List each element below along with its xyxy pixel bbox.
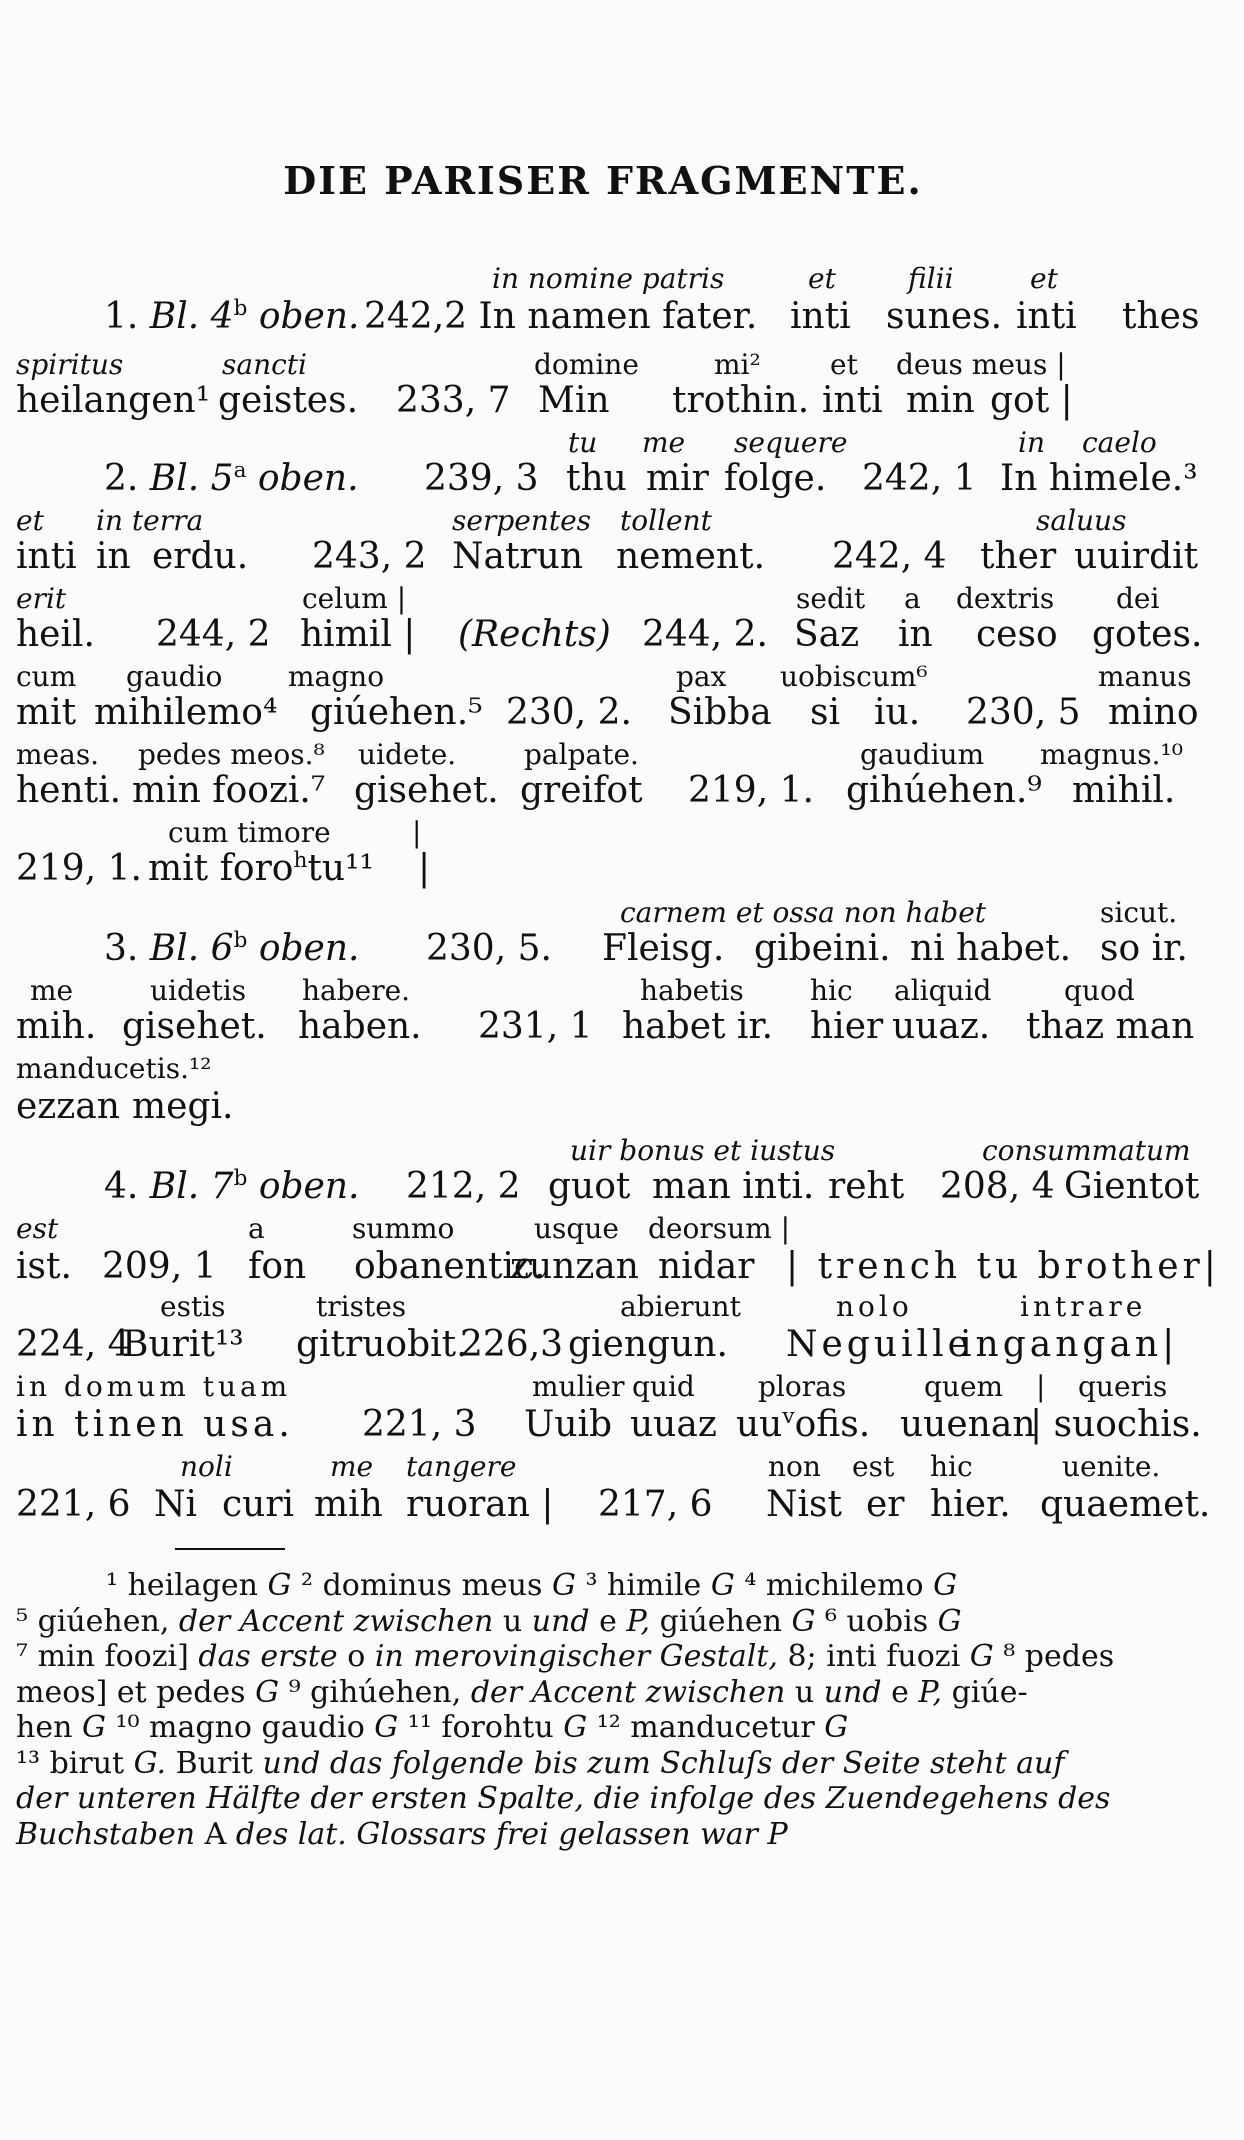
gloss: palpate. [524,738,639,771]
gloss: mulier [532,1370,625,1403]
gloss: me [30,974,74,1007]
gloss: et [1030,262,1058,295]
word: megi. [132,1086,234,1127]
word: er [866,1484,905,1525]
gloss: deus meus | [896,348,1066,381]
leaf-pos: oben. [247,296,360,337]
gloss: sancti [222,348,307,381]
word: inti [822,380,883,421]
leaf-ref: Bl. 5 [149,458,234,499]
gloss: in nomine patris [492,262,725,295]
gloss: aliquid [894,974,992,1007]
word: mihil. [1072,770,1176,811]
gloss: carnem et ossa non habet [620,896,987,929]
gloss: saluus [1036,504,1127,537]
gloss: non [768,1450,821,1483]
footnote-divider [175,1548,285,1550]
gloss: me [330,1450,374,1483]
ref: 243, 2 [312,536,427,577]
gloss: sedit [796,582,866,615]
gloss: manducetis.¹² [16,1052,212,1085]
footnote-line-4: meos] et pedes G ⁹ gihúehen, der Accent zwischen u und e P, giúe- [16,1674,1028,1710]
gloss: habetis [640,974,744,1007]
word: ruoran | [406,1484,554,1525]
word: Natrun [452,536,584,577]
ref: 231, 1 [478,1006,593,1047]
ref: 217, 6 [598,1484,713,1525]
ref: 230, 5 [966,692,1081,733]
word: gitruobit. [296,1324,468,1365]
word: quaemet. [1040,1484,1211,1525]
word: mit foro$^h$tu¹¹ [148,848,374,889]
word: mih [314,1484,383,1525]
word: geistes. [218,380,359,421]
word: in tinen usa. [16,1404,294,1445]
word: himil | [300,614,416,655]
footnote-line-8: Buchstaben A des lat. Glossars frei gelassen war P [16,1816,788,1852]
leaf-pos: oben. [246,458,359,499]
gloss: nolo [836,1290,913,1323]
word: Gientot [1064,1166,1200,1207]
gloss: tollent [620,504,712,537]
gloss: spiritus [16,348,124,381]
word: man inti. [652,1166,815,1207]
ref: 244, 2 [156,614,271,655]
word: | [418,848,431,889]
word: henti. [16,770,122,811]
section-number: 2. Bl. 5$^a$ oben. [104,458,359,499]
footnote-line-2: ⁵ giúehen, der Accent zwischen u und e P, giúehen G ⁶ uobis G [16,1603,962,1639]
footnote-line-1: ¹ heilagen G ² dominus meus G ³ himile G ⁴ michilemo G [106,1568,958,1603]
word: greifot [520,770,643,811]
gloss: uobiscum⁶ [780,660,928,693]
gloss: est [852,1450,895,1483]
footnotes [16,1568,1200,1852]
ref: 239, 3 [424,458,539,499]
gloss: tristes [316,1290,407,1323]
gloss: quid [632,1370,695,1403]
gloss: uir bonus et iustus [570,1134,836,1167]
leaf-side: b [233,1166,248,1191]
word: erdu. [152,536,249,577]
word: si [810,692,840,733]
word: obanentic. [354,1246,546,1287]
leaf-pos: oben. [247,1166,360,1207]
gloss: sequere [734,426,848,459]
word: gisehet. [354,770,499,811]
footnote-line-3: ⁷ min foozi] das erste o in merovingischer Gestalt, 8; inti fuozi G ⁸ pedes [16,1639,1115,1674]
gloss: hic [810,974,853,1007]
word: sunes. [886,296,1003,337]
word: gibeini. [754,928,891,969]
word: ther [980,536,1057,577]
word: folge. [724,458,827,499]
word: fon [248,1246,307,1287]
word: Ni [154,1484,198,1525]
word: gihúehen.⁹ [846,770,1042,811]
gloss: consummatum [982,1134,1191,1167]
word: giúehen.⁵ [310,692,483,733]
ref: 230, 5. [426,928,552,969]
footnote-line-5: hen G ¹⁰ magno gaudio G ¹¹ forohtu G ¹² manducetur G [16,1710,849,1745]
note-rechts: (Rechts) [458,614,611,655]
word: gotes. [1092,614,1203,655]
word: Nist [766,1484,842,1525]
gloss: et [16,504,44,537]
gloss: filii [908,262,954,295]
word: mir [646,458,709,499]
leaf-side: b [233,928,248,953]
word: ni habet. [910,928,1072,969]
gloss: me [642,426,686,459]
gloss: dei [1116,582,1160,615]
word: Min [538,380,610,421]
word: curi [222,1484,295,1525]
word: uuenan [900,1404,1036,1445]
leaf-ref: Bl. 4 [149,296,234,337]
ref: 221, 3 [362,1404,477,1445]
gloss: et [830,348,858,381]
word: mih. [16,1006,97,1047]
gloss: cum [16,660,77,693]
word: ingangan| [960,1324,1179,1365]
word: inti [790,296,851,337]
ref: 209, 1 [102,1246,217,1287]
word: so ir. [1100,928,1188,969]
word: Saz [794,614,860,655]
word: min [906,380,975,421]
ref: 233, 7 [396,380,511,421]
word: Sibba [668,692,772,733]
section-number: 3. Bl. 6$^b$ oben. [104,928,360,969]
word: $uu^vofis$. [736,1404,871,1445]
gloss: summo [352,1212,455,1245]
gloss: caelo [1082,426,1157,459]
word: in [898,614,933,655]
gloss: usque [534,1212,619,1245]
gloss: queris [1078,1370,1168,1403]
gloss: abierunt [620,1290,741,1323]
gloss: serpentes [452,504,592,537]
ref: 242, 1 [862,458,977,499]
word: In himele.³ [1000,458,1198,499]
gloss: est [16,1212,59,1245]
word: hier [810,1006,884,1047]
word: haben. [298,1006,422,1047]
word: inti [1016,296,1077,337]
gloss: uidete. [358,738,457,771]
gloss: in terra [96,504,204,537]
gloss: tu [568,426,598,459]
word: guot [548,1166,631,1207]
gloss: magno [288,660,385,693]
word: thu [566,458,627,499]
ref: 226,3 [460,1324,564,1365]
gloss: estis [160,1290,226,1323]
ref: 212, 2 [406,1166,521,1207]
word: in [96,536,131,577]
footnote-line-7: der unteren Hälfte der ersten Spalte, die infolge des Zuendegehens des [16,1781,1111,1816]
ref: 208, 4 [940,1166,1055,1207]
word: heil. [16,614,95,655]
word: | trench tu brother| [786,1246,1220,1287]
word: thes [1122,296,1200,337]
word: mihilemo⁴ [94,692,278,733]
gloss: tangere [406,1450,517,1483]
ref: 230, 2. [506,692,632,733]
word: 242,2 In namen fater. [364,296,758,337]
gloss: hic [930,1450,973,1483]
gloss: habere. [302,974,411,1007]
gloss: gaudio [126,660,223,693]
gloss: in [1018,426,1045,459]
gloss: gaudium [860,738,985,771]
footnote-line-6: ¹³ birut G. Burit und das folgende bis zum Schluſs der Seite steht auf [16,1745,1065,1781]
word: inti [16,536,77,577]
gloss: deorsum | [648,1212,791,1245]
ref: 244, 2. [642,614,768,655]
gloss: ploras [758,1370,847,1403]
gloss: in domum tuam [16,1370,292,1403]
word: min foozi.⁷ [132,770,326,811]
ref: 224, 4 [16,1324,131,1365]
word: nement. [616,536,766,577]
gloss: magnus.¹⁰ [1040,738,1183,771]
section-number: 1. Bl. 4$^b$ oben. [104,296,360,337]
section-number: 4. Bl. 7$^b$ oben. [104,1166,360,1207]
gloss: cum timore [168,816,331,849]
gloss: a [248,1212,265,1245]
ref: 219, 1. [16,848,142,889]
gloss: mi² [714,348,761,381]
word: ist. [16,1246,72,1287]
word: gisehet. [122,1006,267,1047]
word: mino [1108,692,1199,733]
word: Uuib [524,1404,613,1445]
word: thaz man [1026,1006,1195,1047]
word: Neguille [786,1324,973,1365]
gloss: uenite. [1062,1450,1161,1483]
word: mit [16,692,77,733]
gloss: | [1036,1370,1046,1403]
gloss: erit [16,582,67,615]
gloss: meas. [16,738,100,771]
gloss: pax [676,660,727,693]
gloss: manus [1098,660,1192,693]
word: uuaz. [892,1006,991,1047]
word: giengun. [568,1324,728,1365]
gloss: | [412,816,422,849]
word: zunzan [510,1246,639,1287]
gloss: uidetis [150,974,247,1007]
leaf-pos: oben. [247,928,360,969]
word: habet ir. [622,1006,774,1047]
gloss: pedes meos.⁸ [138,738,325,771]
ref: 219, 1. [688,770,814,811]
word: Burit¹³ [122,1324,244,1365]
word: trothin. [672,380,810,421]
word: reht [828,1166,905,1207]
gloss: domine [534,348,639,381]
gloss: quem [924,1370,1004,1403]
gloss: et [808,262,836,295]
gloss: intrare [1020,1290,1147,1323]
word: iu. [874,692,921,733]
word: heilangen¹ [16,380,211,421]
word: got | [990,380,1073,421]
ref: 221, 6 [16,1484,131,1525]
leaf-ref: Bl. 6 [149,928,234,969]
word: ezzan [16,1086,120,1127]
word: ceso [976,614,1058,655]
gloss: sicut. [1100,896,1178,929]
gloss: dextris [956,582,1055,615]
page-title: DIE PARISER FRAGMENTE. [283,158,923,203]
word: uuaz [630,1404,717,1445]
word: hier. [930,1484,1011,1525]
leaf-side: a [233,458,247,483]
word: uuirdit [1074,536,1199,577]
ref: 242, 4 [832,536,947,577]
gloss: quod [1064,974,1135,1007]
leaf-ref: Bl. 7 [149,1166,234,1207]
word: nidar [658,1246,755,1287]
word: | suochis. [1030,1404,1202,1445]
word: Fleisg. [602,928,725,969]
gloss: a [904,582,921,615]
gloss: celum | [302,582,407,615]
leaf-side: b [233,296,248,321]
gloss: noli [180,1450,233,1483]
